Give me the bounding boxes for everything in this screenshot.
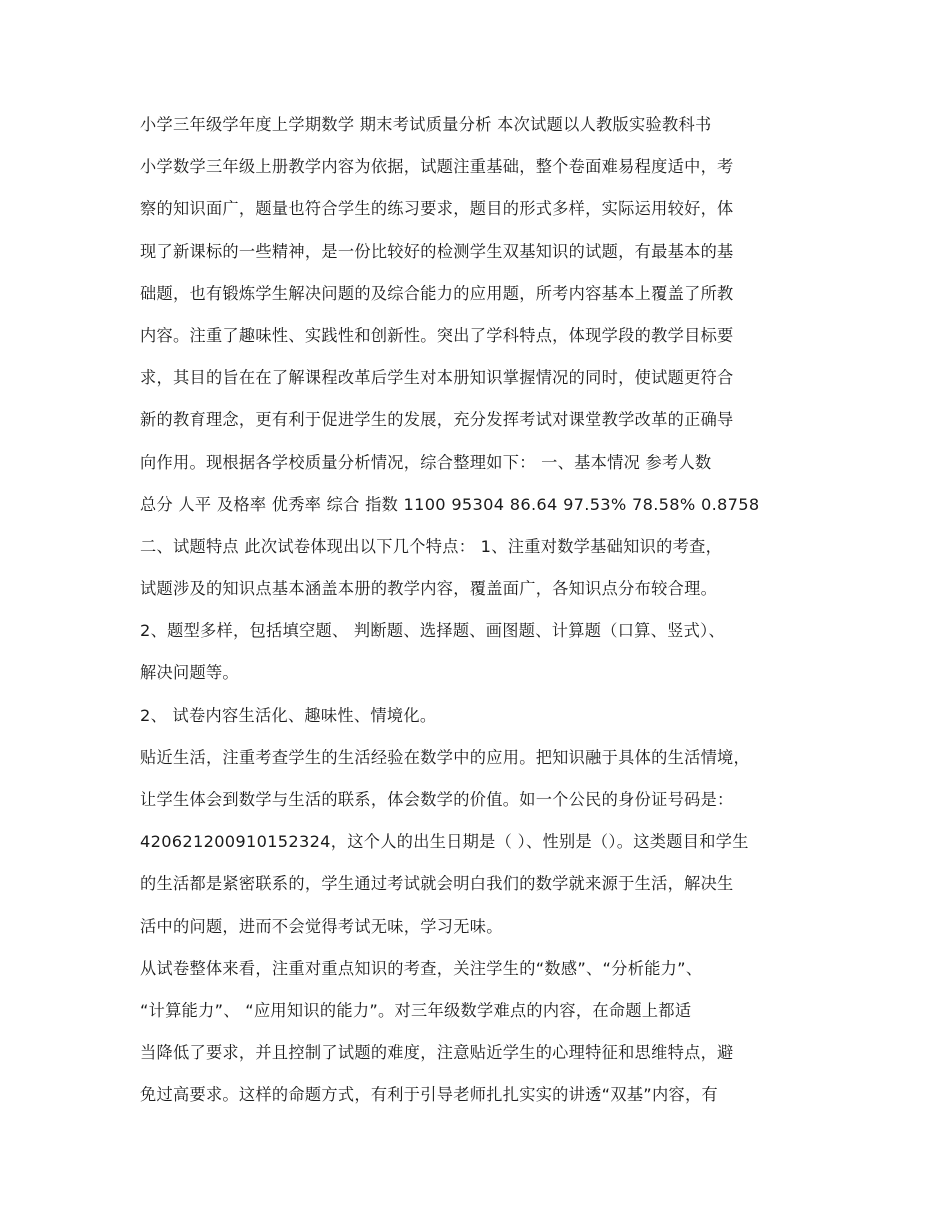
text-line: 小学数学三年级上册教学内容为依据，试题注重基础，整个卷面难易程度适中，考 [140, 157, 734, 177]
text-line: 420621200910152324，这个人的出生日期是（ ）、性别是（）。这类题目和学生 [140, 832, 749, 852]
text-line: 当降低了要求，并且控制了试题的难度，注意贴近学生的心理特征和思维特点，避 [140, 1043, 734, 1063]
text-line: 让学生体会到数学与生活的联系，体会数学的价值。如一个公民的身份证号码是： [140, 790, 734, 809]
text-line: 从试卷整体来看，注重对重点知识的考查，关注学生的“数感”、“分析能力”、 [140, 958, 703, 978]
text-line: 向作用。现根据各学校质量分析情况，综合整理如下： 一、基本情况 参考人数 [140, 452, 712, 472]
text-line: 新的教育理念，更有利于促进学生的发展，充分发挥考试对课堂教学改革的正确导 [140, 410, 734, 430]
text-line: “计算能力”、 “应用知识的能力”。对三年级数学难点的内容，在命题上都适 [140, 1000, 692, 1020]
text-line: 贴近生活，注重考查学生的生活经验在数学中的应用。把知识融于具体的生活情境， [140, 747, 751, 767]
stats-line: 总分 人平 及格率 优秀率 综合 指数 1100 95304 86.64 97.53% 78.58% 0.8758 [140, 494, 760, 514]
text-line: 的生活都是紧密联系的，学生通过考试就会明白我们的数学就来源于生活，解决生 [140, 874, 734, 894]
text-line: 础题，也有锻炼学生解决问题的及综合能力的应用题，所考内容基本上覆盖了所教 [140, 283, 734, 303]
text-line: 小学三年级学年度上学期数学 期末考试质量分析 本次试题以人教版实验教科书 [140, 115, 712, 134]
text-line: 2、题型多样，包括填空题、 判断题、选择题、画图题、计算题（口算、竖式）、 [140, 621, 726, 641]
text-line: 求，其目的旨在在了解课程改革后学生对本册知识掌握情况的同时，使试题更符合 [140, 368, 734, 388]
text-line: 二、试题特点 此次试卷体现出以下几个特点： 1、注重对数学基础知识的考查， [140, 536, 723, 556]
text-line: 活中的问题，进而不会觉得考试无味，学习无味。 [140, 916, 503, 936]
text-line: 解决问题等。 [140, 663, 239, 683]
text-line: 试题涉及的知识点基本涵盖本册的教学内容，覆盖面广，各知识点分布较合理。 [140, 579, 718, 599]
text-line: 察的知识面广，题量也符合学生的练习要求，题目的形式多样，实际运用较好，体 [140, 199, 734, 219]
section-heading: 2、 试卷内容生活化、趣味性、情境化。 [140, 705, 437, 725]
text-line: 免过高要求。这样的命题方式，有利于引导老师扎扎实实的讲透“双基”内容，有 [140, 1085, 718, 1105]
document-body [140, 111, 830, 1124]
text-line: 内容。注重了趣味性、实践性和创新性。突出了学科特点，体现学段的教学目标要 [140, 325, 734, 345]
text-line: 现了新课标的一些精神，是一份比较好的检测学生双基知识的试题，有最基本的基 [140, 241, 734, 261]
